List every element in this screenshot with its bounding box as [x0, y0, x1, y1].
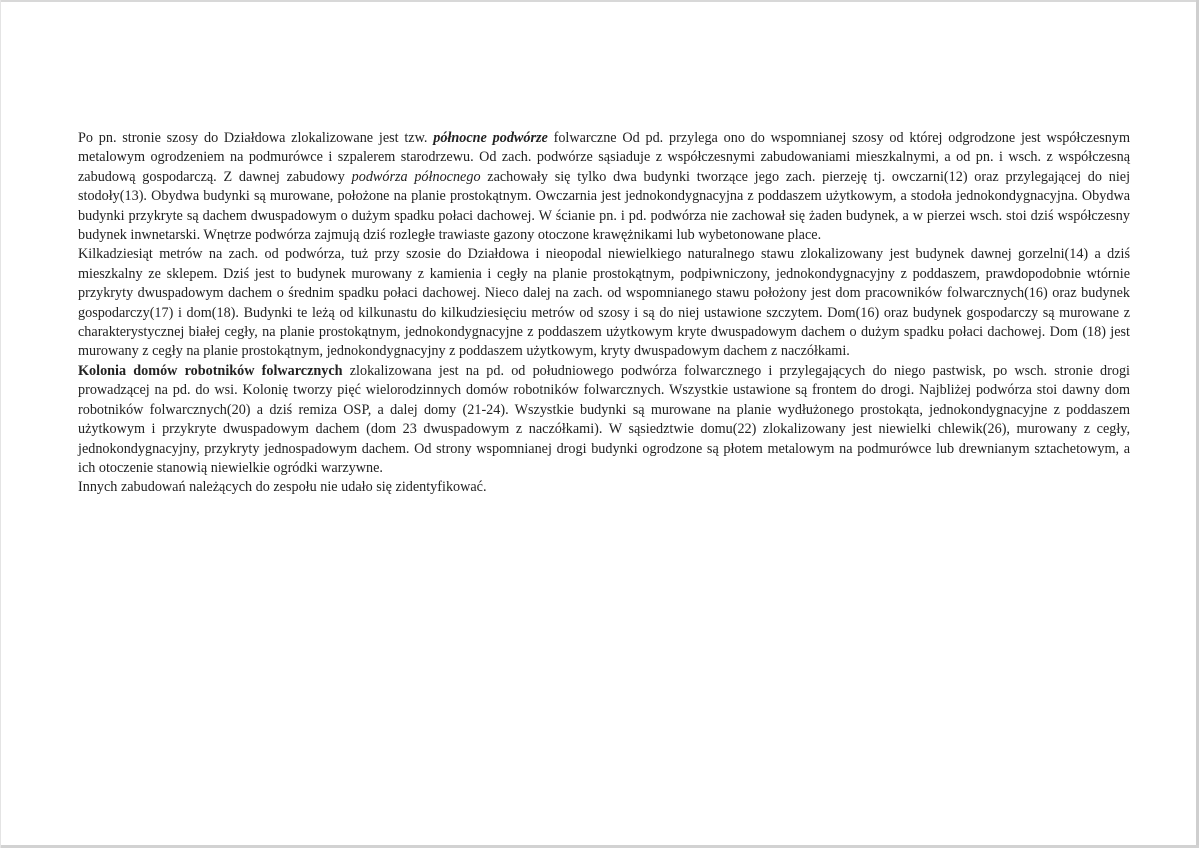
text-span: folwarczne Od pd. przylega ono do wspomnianej szosy od której odgrodzone jest współczesnym metalowym ogrodzeniem na podmurówce i szpalerem starodrzewu. Od zach. podwórze sąsiaduje z współczesnymi zabudowaniami mieszkalnymi, a od pn. i wsch. z współczesną zabudową gospodarczą. Z dawnej zabudowy — [78, 130, 1130, 185]
paragraph-other-buildings: Innych zabudowań należących do zespołu nie udało się zidentyfikować. — [78, 479, 487, 496]
paragraph-north-courtyard — [78, 129, 1130, 245]
text-span: Po pn. stronie szosy do Działdowa zlokalizowane jest tzw. — [78, 130, 434, 146]
text-span: zlokalizowana jest na pd. od południowego podwórza folwarcznego i przylegających do niego pastwisk, po wsch. stronie drogi prowadzącej na pd. do wsi. Kolonię tworzy pięć wielorodzinnych domów robotników folwarcznych. Wszystkie ustawione są frontem do drogi. Najbliżej podwórza stoi dawny dom robotników folwarcznych(20) a dziś remiza OSP, a dalej domy (21-24). Wszystkie budynki są murowane na planie wydłużonego prostokąta, jednokondygnacyjne z poddaszem użytkowym i przykryte dwuspadowym dachem (dom 23 dwuspadowym z naczółkami). W sąsiedztwie domu(22) zlokalizowany jest niewielki chlewik(26), murowany z cegły, jednokondygnacyjny, przykryty jednospadowym dachem. Od strony wspomnianej drogi budynki ogrodzone są płotem metalowym na podmurówce lub drewnianym sztachetowym, a ich otoczenie stanowią niewielkie ogródki warzywne. — [78, 362, 1130, 476]
document-body — [78, 129, 1130, 498]
emphasis-north-courtyard: północne podwórze — [433, 130, 548, 146]
scan-edge-top — [0, 0, 1199, 2]
paragraph-distillery: Kilkadziesiąt metrów na zach. od podwórza, tuż przy szosie do Działdowa i nieopodal niewielkiego naturalnego stawu zlokalizowany jest budynek dawnej gorzelni(14) a dziś mieszkalny ze sklepem. Dziś jest to budynek murowany z kamienia i cegły na planie prostokątnym, podpiwniczony, jednokondygnacyjny z poddaszem, prawdopodobnie wtórnie przykryty dwuspadowym dachem o średnim spadku połaci dachowej. Nieco dalej na zach. od wspomnianego stawu położony jest dom pracowników folwarcznych(16) oraz budynek gospodarczy(17) i dom(18). Budynki te leżą od kilkunastu do kilkudziesięciu metrów od szosy i są do niej ustawione szczytem. Dom(16) oraz budynek gospodarczy są murowane z charakterystycznej białej cegły, na planie prostokątnym, jednokondygnacyjne z poddaszem użytkowym kryte dwuspadowym dachem o dużym spadku połaci dachowej. Dom (18) jest murowany z cegły na planie prostokątnym, jednokondygnacyjny z poddaszem użytkowym, kryty dwuspadowym dachem z naczółkami. — [78, 246, 1130, 360]
emphasis-north-courtyard-2: podwórza północnego — [351, 168, 481, 185]
paragraph-workers-colony — [78, 362, 1130, 478]
scan-edge-left — [0, 0, 1, 848]
text-span: zachowały się tylko dwa budynki tworzące jego zach. pierzeję tj. owczarni(12) oraz przylegającej do niej stodoły(13). Obydwa budynki są murowane, położone na planie prostokątnym. Owczarnia jest jednokondygnacyjna z poddaszem użytkowym, a stodoła jednokondygnacyjna. Obydwa budynki przykryte są dachem dwuspadowym o dużym spadku połaci dachowej. W ścianie pn. i pd. podwórza nie zachował się żaden budynek, a w pierzei wsch. stoi dziś współczesny budynek inwnetarski. Wnętrze podwórza zajmują dziś rozległe trawiaste gazony otoczone krawężnikami lub wybetonowane place. — [78, 168, 1131, 244]
heading-workers-colony: Kolonia domów robotników folwarcznych — [78, 362, 343, 379]
